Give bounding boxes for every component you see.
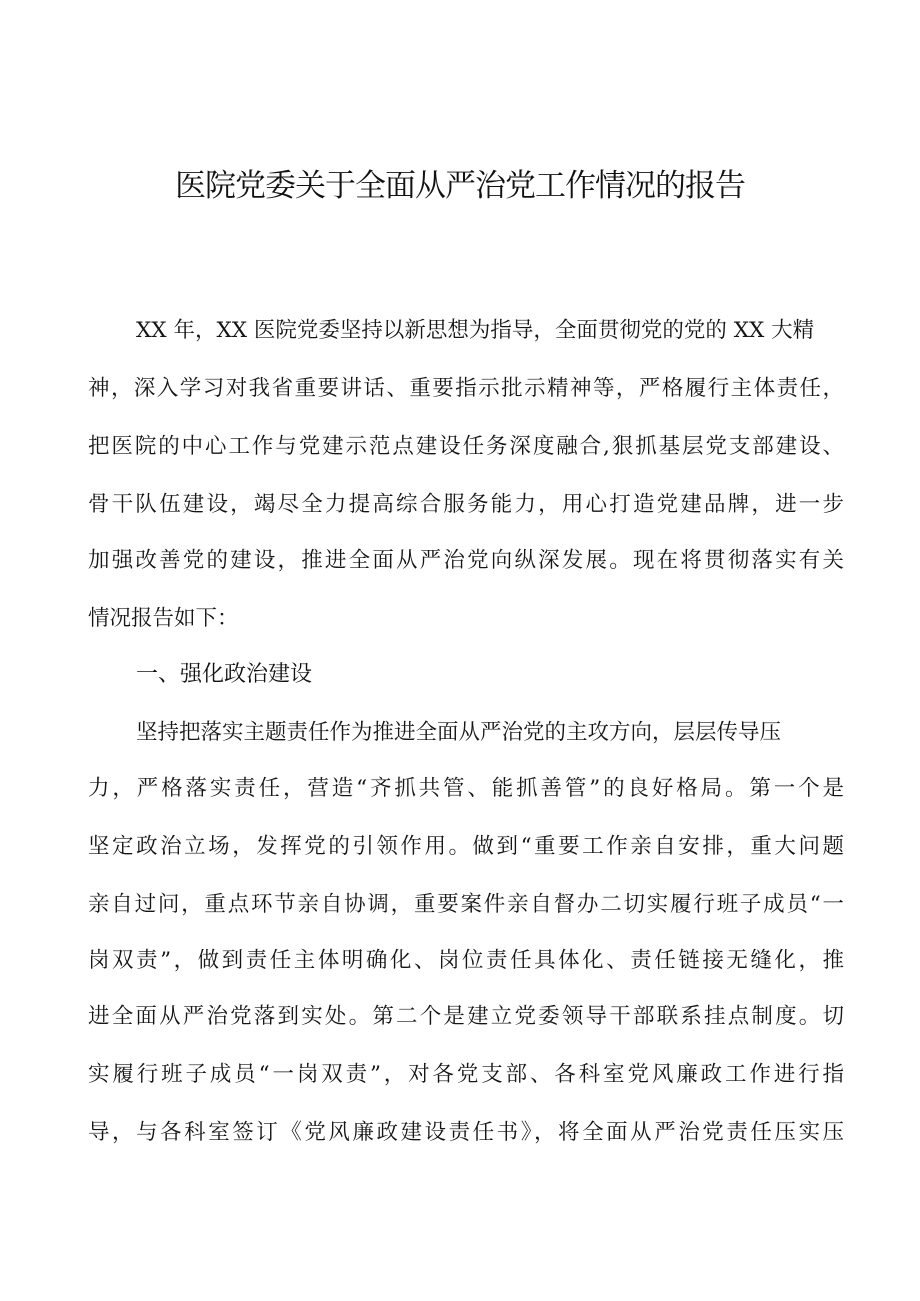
document-title: 医院党委关于全面从严治党工作情况的报告 (175, 168, 745, 204)
paragraph-line: 骨干队伍建设，竭尽全力提高综合服务能力，用心打造党建品牌，进一步 (88, 492, 844, 517)
paragraph-line: 坚持把落实主题责任作为推进全面从严治党的主攻方向，层层传导压 (136, 720, 782, 745)
paragraph-line: 力，严格落实责任，营造“齐抓共管、能抓善管”的良好格局。第一个是 (88, 776, 844, 801)
paragraph-line: 岗双责”，做到责任主体明确化、岗位责任具体化、责任链接无缝化，推 (88, 948, 844, 973)
paragraph-line: 进全面从严治党落到实处。第二个是建立党委领导干部联系挂点制度。切 (88, 1004, 844, 1029)
paragraph-line: 神，深入学习对我省重要讲话、重要指示批示精神等，严格履行主体责任， (88, 376, 844, 401)
paragraph-line: 亲自过问，重点环节亲自协调，重要案件亲自督办二切实履行班子成员“一 (88, 892, 844, 917)
paragraph-line: 实履行班子成员“一岗双责”，对各党支部、各科室党风廉政工作进行指 (88, 1062, 844, 1087)
paragraph-line: 坚定政治立场，发挥党的引领作用。做到“重要工作亲自安排，重大问题 (88, 834, 844, 859)
paragraph-line: 加强改善党的建设，推进全面从严治党向纵深发展。现在将贯彻落实有关 (88, 548, 844, 573)
paragraph-line: 情况报告如下： (88, 606, 239, 631)
section-heading: 一、强化政治建设 (136, 662, 313, 687)
paragraph-line: 把医院的中心工作与党建示范点建设任务深度融合,狠抓基层党支部建设、 (88, 434, 844, 459)
paragraph-line: XX 年，XX 医院党委坚持以新思想为指导，全面贯彻党的党的 XX 大精 (136, 318, 815, 343)
paragraph-line: 导，与各科室签订《党风廉政建设责任书》，将全面从严治党责任压实压 (88, 1120, 844, 1145)
